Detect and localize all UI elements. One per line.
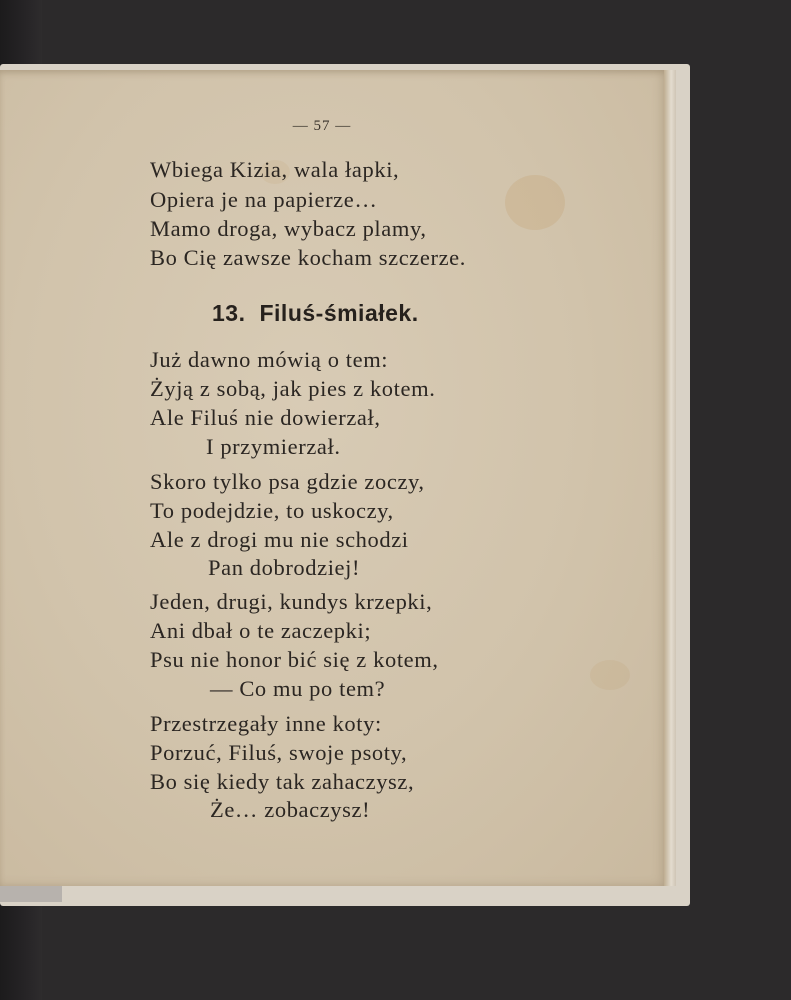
- verse-line: I przymierzał.: [206, 434, 341, 459]
- verse-line: Skoro tylko psa gdzie zoczy,: [150, 469, 425, 494]
- verse-line: Już dawno mówią o tem:: [150, 347, 389, 372]
- page-text: [0, 70, 668, 886]
- verse-line: Psu nie honor bić się z kotem,: [150, 647, 439, 672]
- verse-line: Jeden, drugi, kundys krzepki,: [150, 589, 433, 614]
- verse-line: Bo się kiedy tak zahaczysz,: [150, 769, 415, 794]
- binding-strip: [0, 886, 62, 902]
- verse-line: — Co mu po tem?: [210, 676, 386, 701]
- verse-line: Żyją z sobą, jak pies z kotem.: [150, 376, 436, 401]
- verse-line: Mamo droga, wybacz plamy,: [150, 216, 427, 241]
- verse-line: Wbiega Kizia, wala łapki,: [150, 157, 400, 182]
- verse-line: Bo Cię zawsze kocham szczerze.: [150, 245, 466, 270]
- verse-line: Ale Filuś nie dowierzał,: [150, 405, 381, 430]
- verse-line: Że… zobaczysz!: [210, 797, 371, 822]
- page-number: — 57 —: [292, 118, 352, 134]
- poem-number: 13.: [212, 300, 246, 326]
- verse-line: To podejdzie, to uskoczy,: [150, 498, 394, 523]
- verse-line: Ale z drogi mu nie schodzi: [150, 527, 409, 552]
- poem-heading: [212, 300, 433, 327]
- verse-line: Opiera je na papierze…: [150, 187, 378, 212]
- verse-line: Ani dbał o te zaczepki;: [150, 618, 372, 643]
- verse-line: Przestrzegały inne koty:: [150, 711, 382, 736]
- verse-line: Pan dobrodziej!: [208, 555, 361, 580]
- verse-line: Porzuć, Filuś, swoje psoty,: [150, 740, 408, 765]
- poem-title: Filuś-śmiałek.: [259, 300, 419, 326]
